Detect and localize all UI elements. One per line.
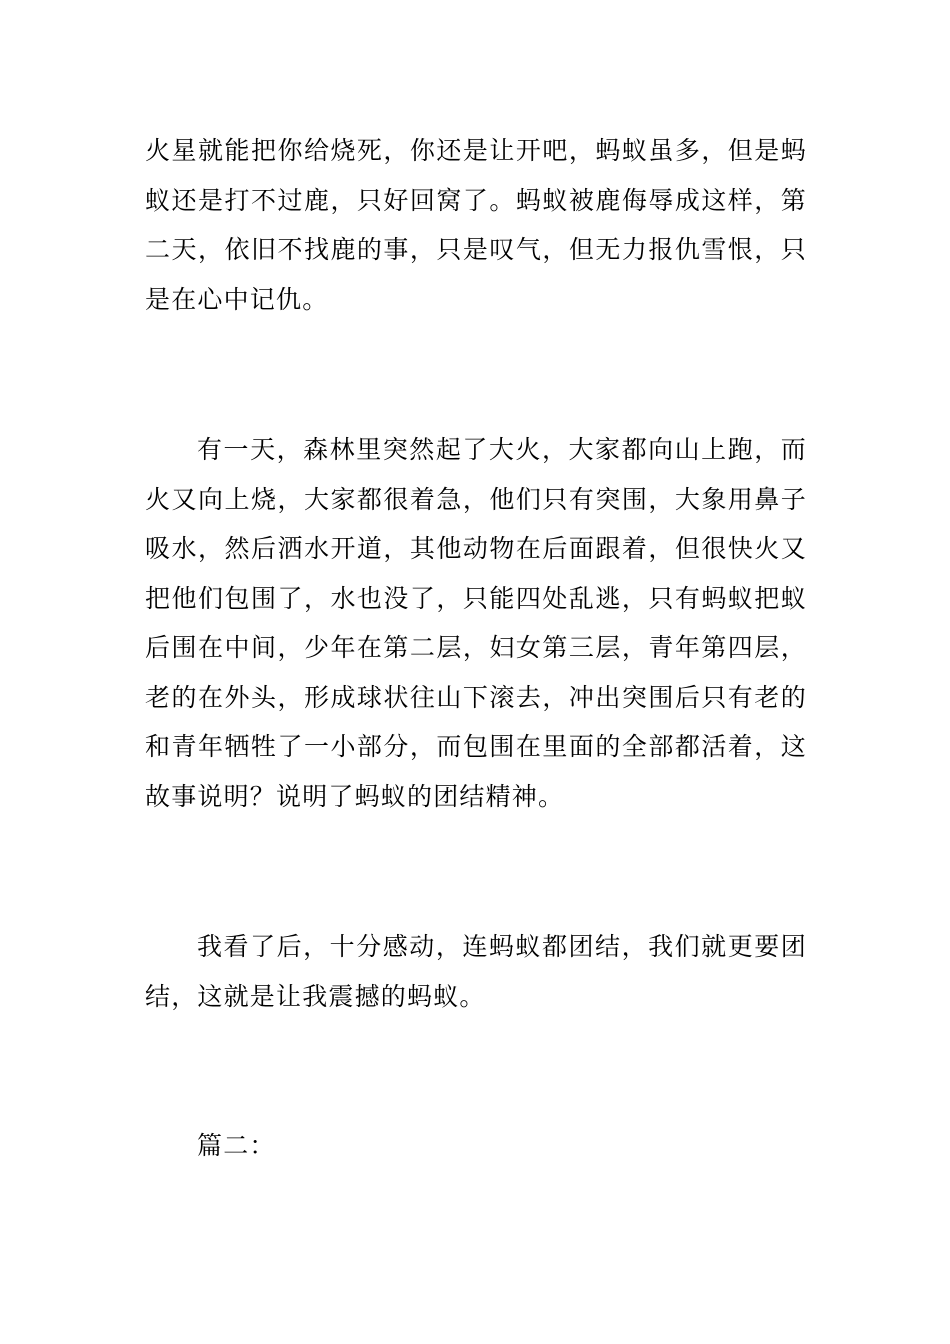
paragraph-3: 我看了后，十分感动，连蚂蚁都团结，我们就更要团结，这就是让我震撼的蚂蚁。 bbox=[145, 932, 807, 1011]
paragraph-2: 有一天，森林里突然起了大火，大家都向山上跑，而火又向上烧，大家都很着急，他们只有突围，大象用鼻子吸水，然后洒水开道，其他动物在后面跟着，但很快火又把他们包围了，水也没了，只能四处乱逃，只有蚂蚁把蚁后围在中间，少年在第二层，妇女第三层，青年第四层，老的在外头，形成球状往山下滚去，冲出突围后只有老的和青年牺牲了一小部分，而包围在里面的全部都活着，这故事说明？说明了蚂蚁的团结精神。 bbox=[145, 435, 807, 811]
paragraph-1: 火星就能把你给烧死，你还是让开吧，蚂蚁虽多，但是蚂蚁还是打不过鹿，只好回窝了。蚂蚁被鹿侮辱成这样，第二天，依旧不找鹿的事，只是叹气，但无力报仇雪恨，只是在心中记仇。 bbox=[145, 136, 807, 314]
section-heading: 篇二： bbox=[197, 1131, 276, 1160]
